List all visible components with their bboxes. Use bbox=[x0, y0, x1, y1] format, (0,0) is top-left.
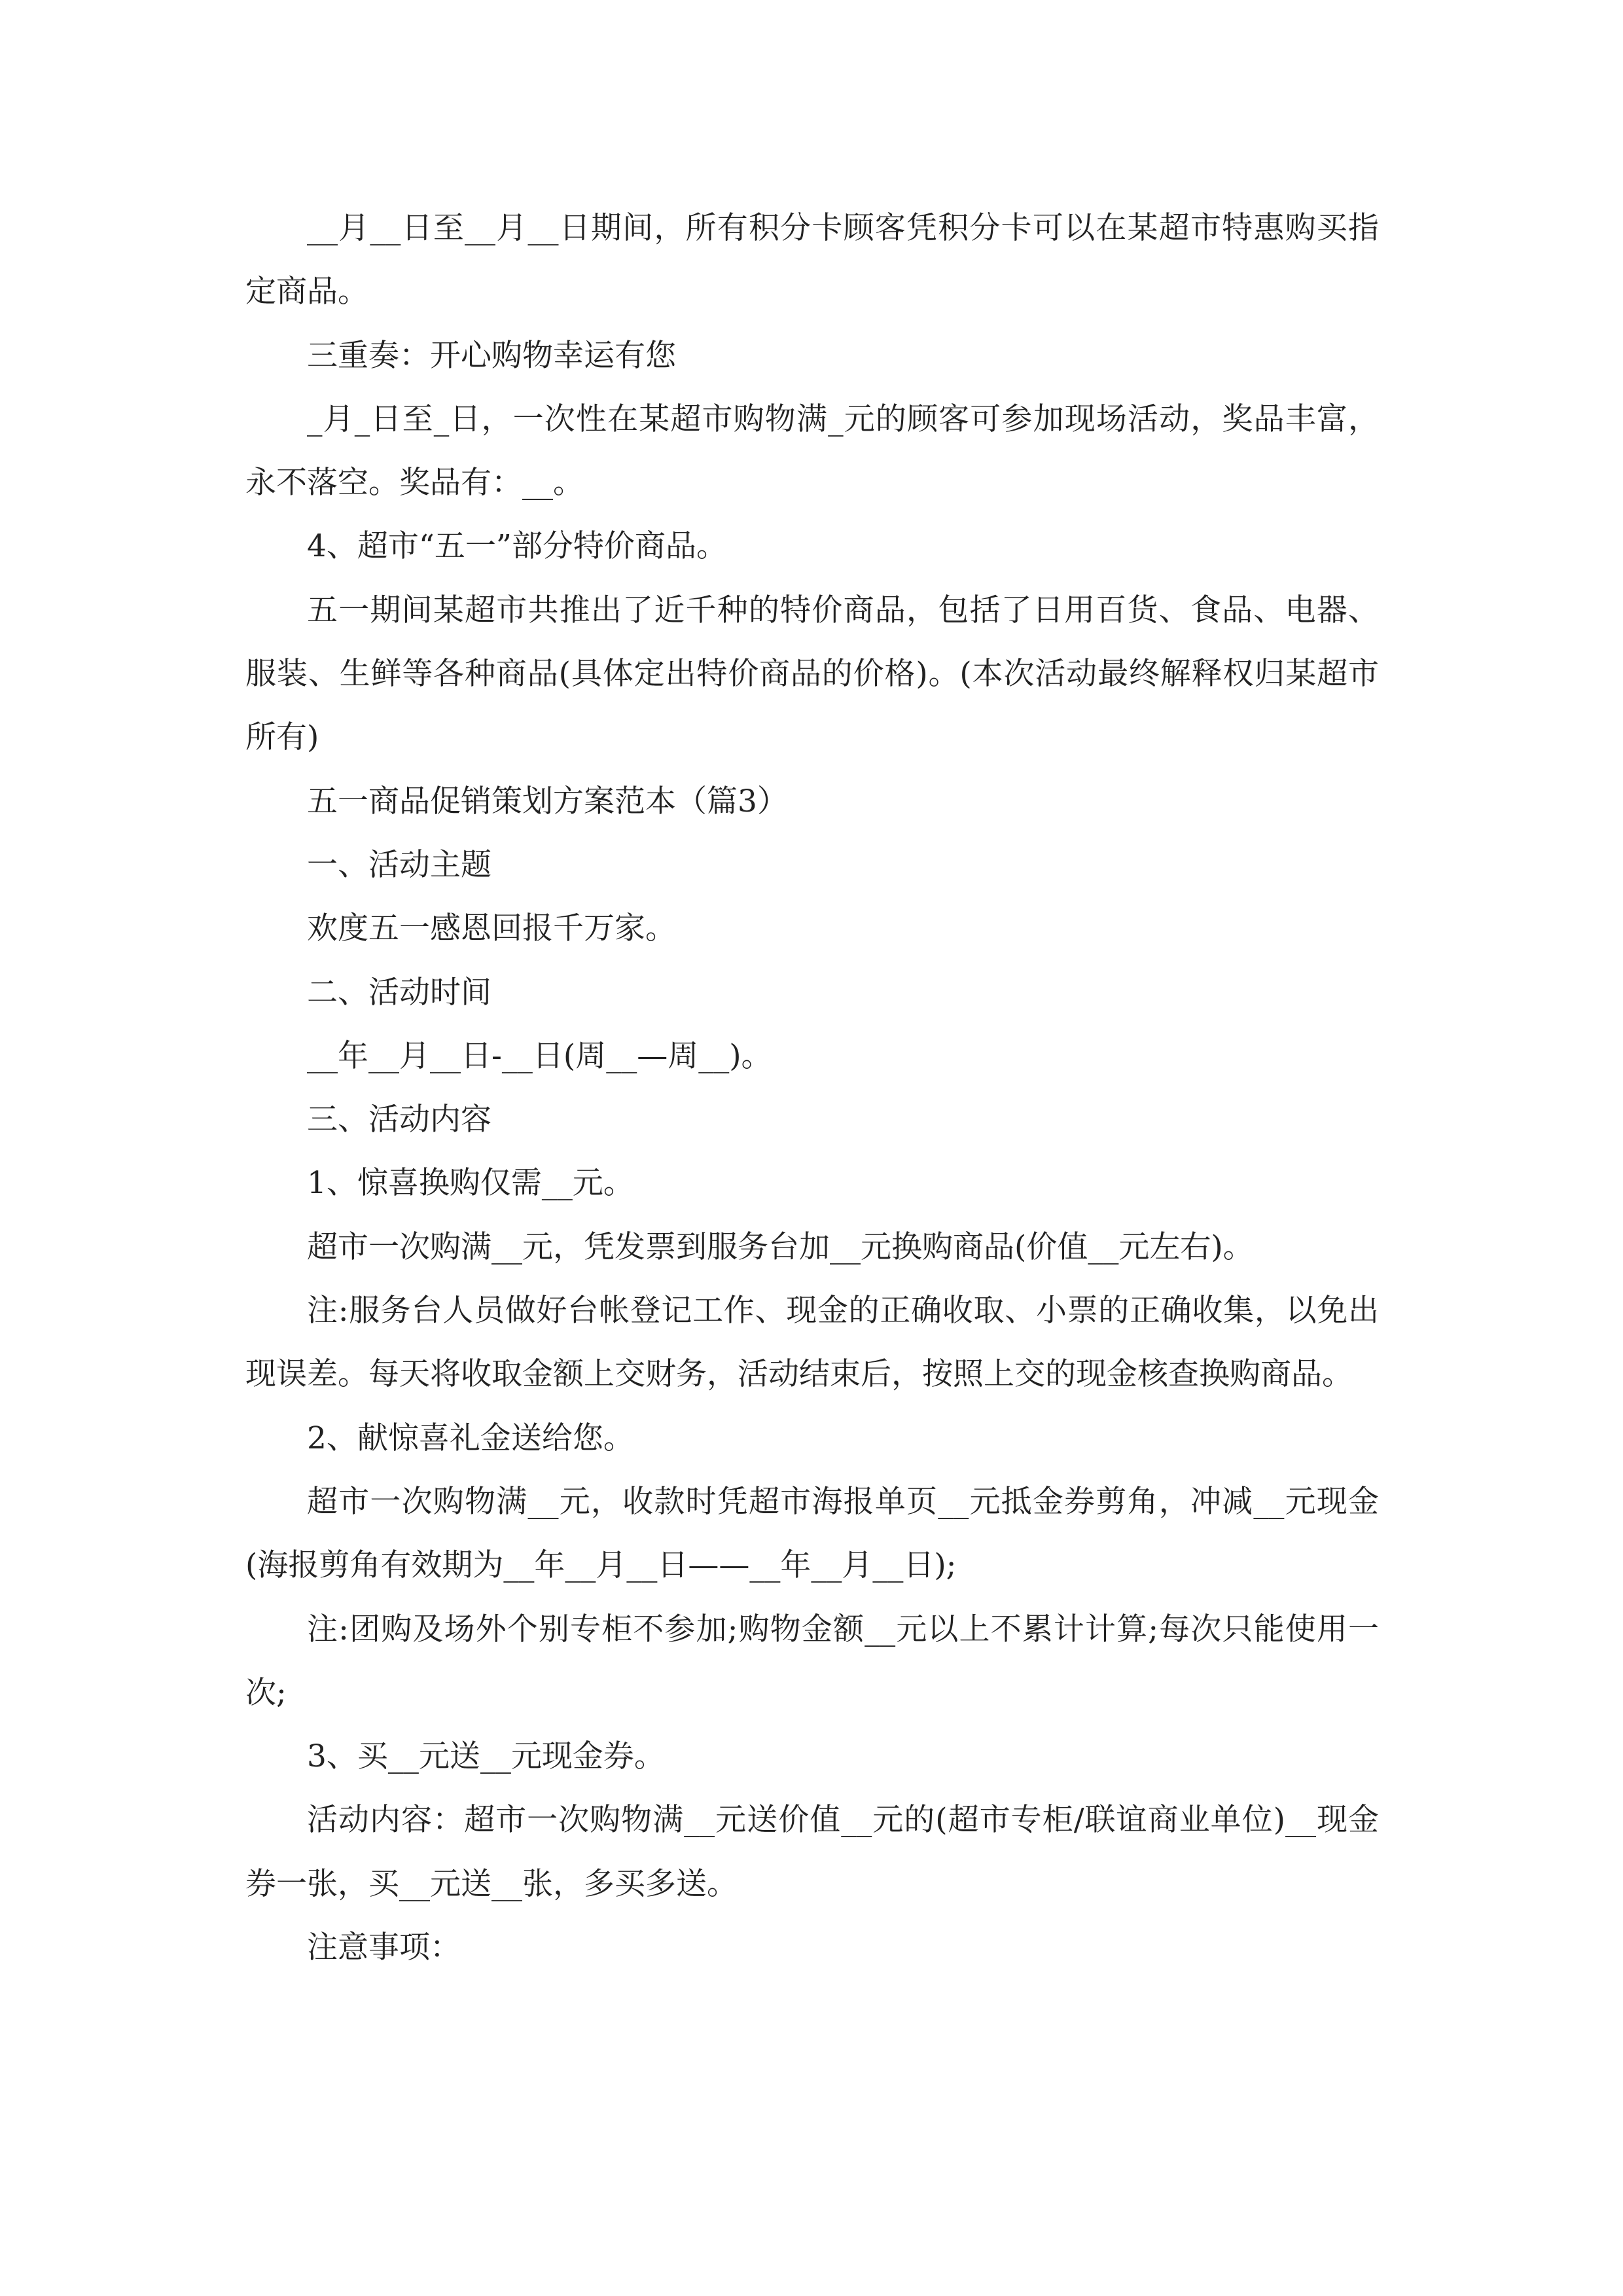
heading-activity-content: 三、活动内容 bbox=[307, 1102, 491, 1138]
note-group-purchase: 注:团购及场外个别专柜不参加;购物金额__元以上不累计计算;每次只能使用一次; bbox=[245, 1611, 1379, 1711]
item-gift-money: 2、献惊喜礼金送给您。 bbox=[307, 1420, 634, 1456]
paragraph-third-movement-heading: 三重奏：开心购物幸运有您 bbox=[307, 337, 676, 374]
paragraph-points-card-offer: __月__日至__月__日期间，所有积分卡顾客凭积分卡可以在某超市特惠购买指定商品。 bbox=[245, 210, 1379, 310]
paragraph-special-items-detail: 五一期间某超市共推出了近千种的特价商品，包括了日用百货、食品、电器、服装、生鲜等各种商品(具体定出特价商品的价格)。(本次活动最终解释权归某超市所有) bbox=[245, 592, 1379, 756]
paragraph-activity-theme: 欢度五一感恩回报千万家。 bbox=[307, 910, 676, 947]
paragraph-activity-time: __年__月__日-__日(周__—周__)。 bbox=[307, 1037, 772, 1074]
paragraph-lucky-draw: _月_日至_日，一次性在某超市购物满_元的顾客可参加现场活动，奖品丰富，永不落空。奖品有：__。 bbox=[245, 401, 1379, 501]
paragraph-special-items-heading: 4、超市“五一”部分特价商品。 bbox=[307, 528, 727, 565]
paragraph-voucher-content: 活动内容：超市一次购物满__元送价值__元的(超市专柜/联谊商业单位)__现金券一张，买__元送__张，多买多送。 bbox=[245, 1802, 1379, 1902]
section-title-plan-3: 五一商品促销策划方案范本（篇3） bbox=[307, 783, 788, 819]
item-cash-voucher: 3、买__元送__元现金券。 bbox=[307, 1738, 665, 1775]
item-surprise-exchange: 1、惊喜换购仅需__元。 bbox=[307, 1165, 634, 1202]
paragraph-exchange-rule: 超市一次购满__元，凭发票到服务台加__元换购商品(价值__元左右)。 bbox=[307, 1229, 1254, 1265]
heading-activity-theme: 一、活动主题 bbox=[307, 846, 491, 883]
paragraph-coupon-rule: 超市一次购物满__元，收款时凭超市海报单页__元抵金券剪角，冲减__元现金(海报剪角有效期为__年__月__日——__年__月__日); bbox=[245, 1483, 1379, 1584]
heading-notes: 注意事项： bbox=[307, 1929, 461, 1966]
document-body bbox=[245, 196, 1379, 1979]
heading-activity-time: 二、活动时间 bbox=[307, 974, 491, 1011]
note-service-desk: 注:服务台人员做好台帐登记工作、现金的正确收取、小票的正确收集，以免出现误差。每天将收取金额上交财务，活动结束后，按照上交的现金核查换购商品。 bbox=[245, 1293, 1379, 1393]
